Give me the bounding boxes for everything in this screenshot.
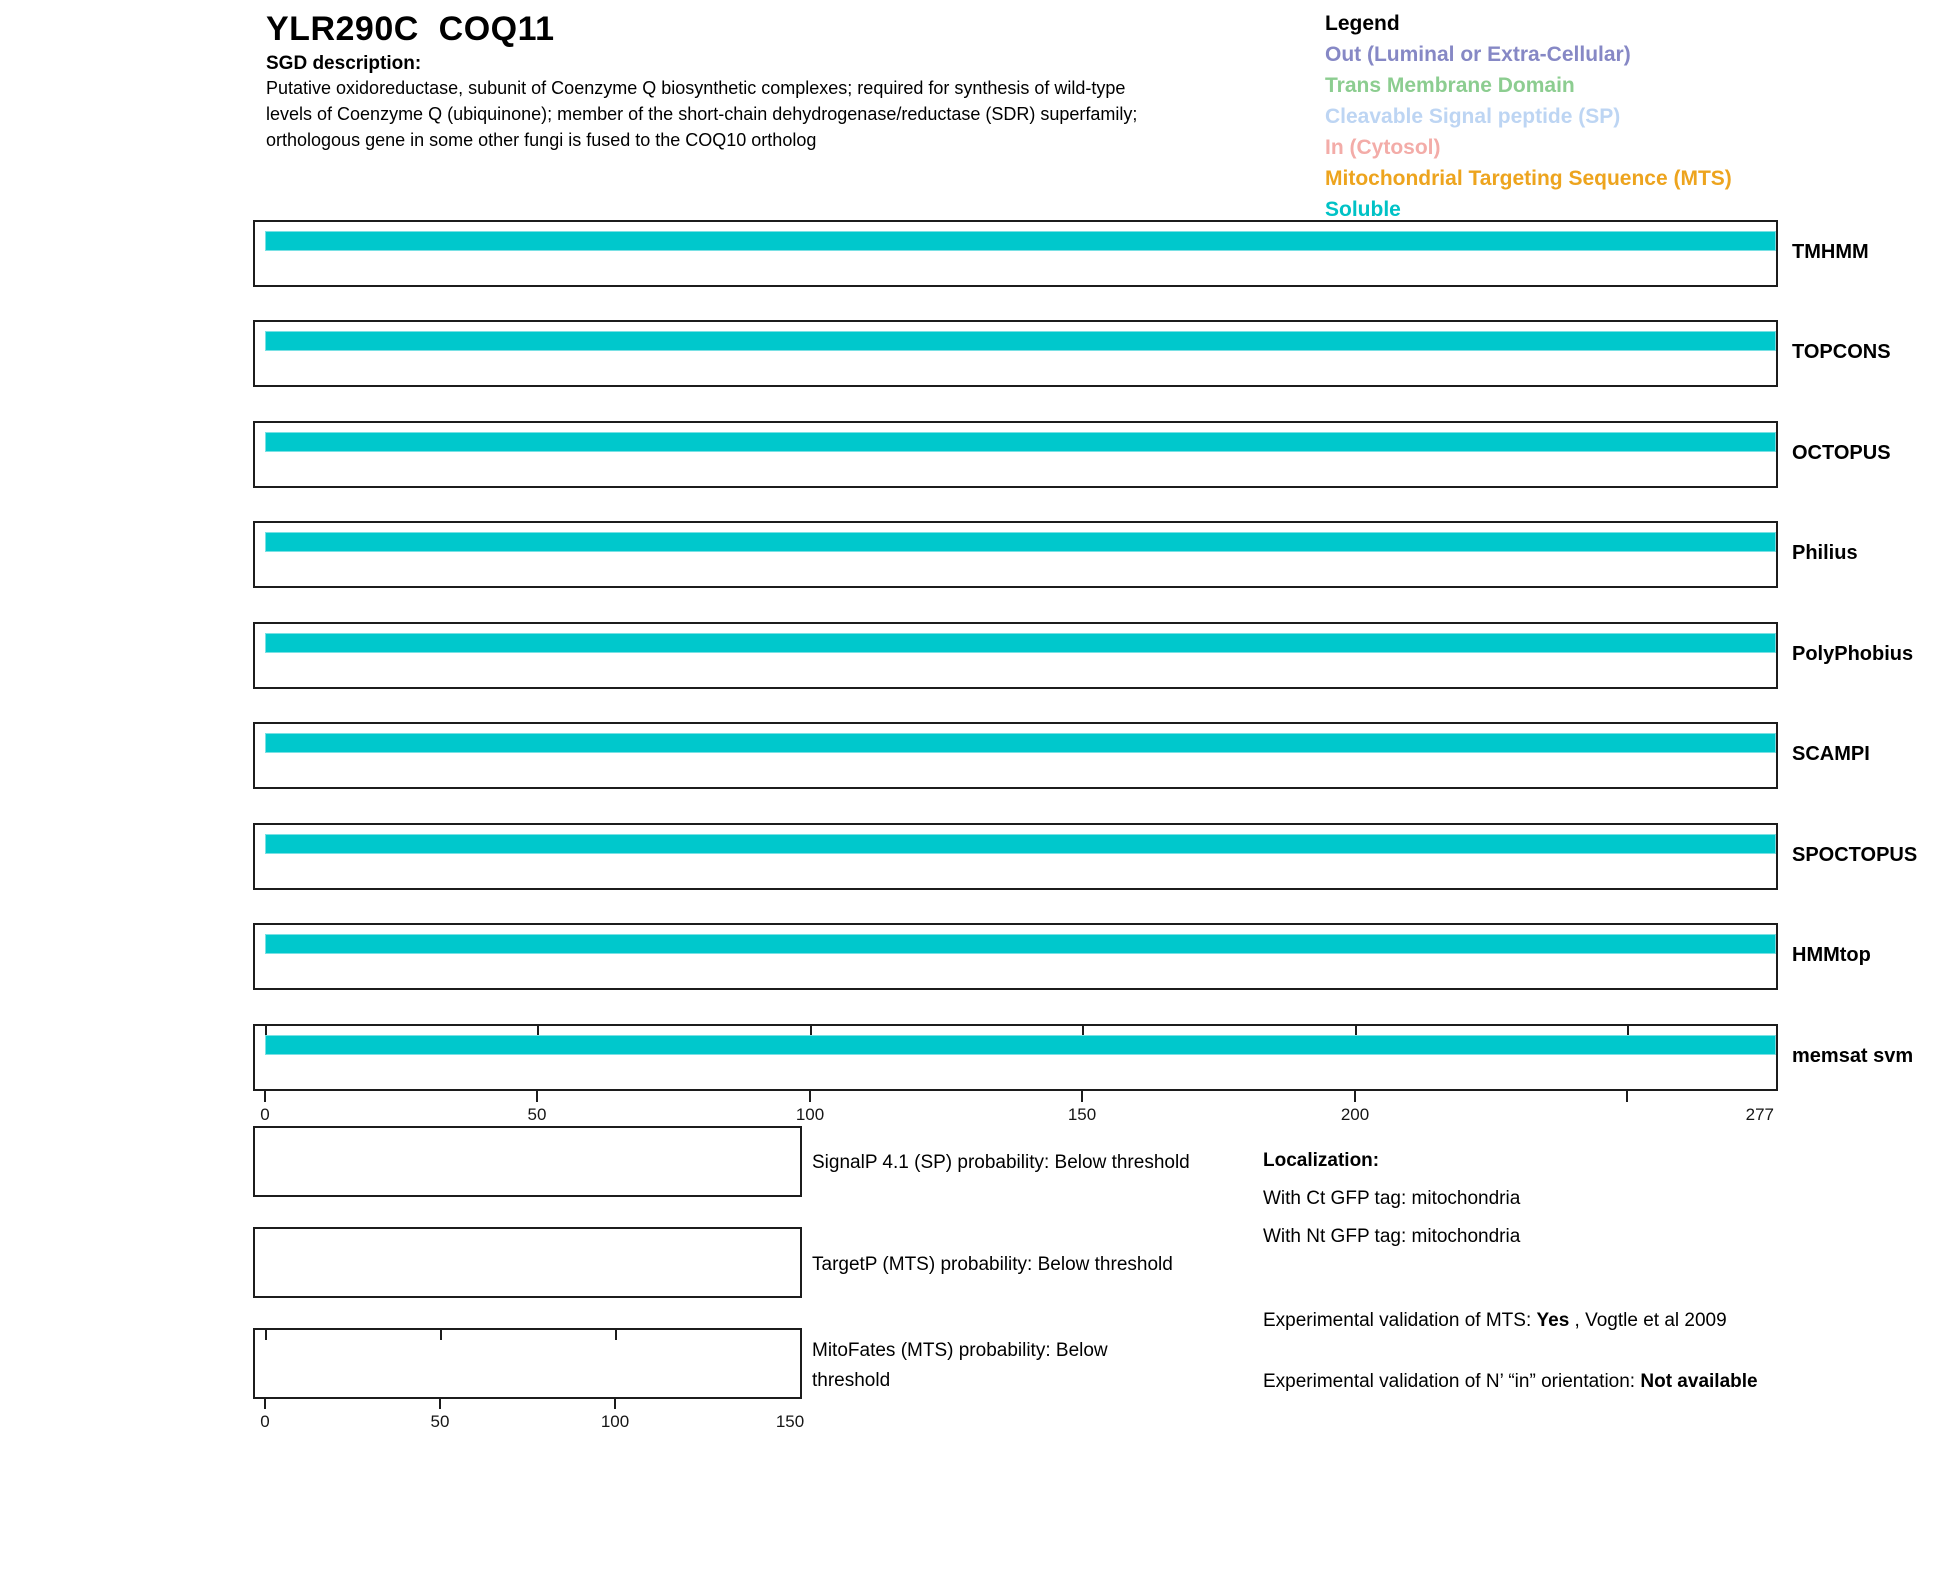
mts-validation-prefix: Experimental validation of MTS: [1263,1310,1537,1331]
track-plot-memsat-svm [253,1024,1778,1091]
track-plot-topcons [253,320,1778,387]
mitofates-axis-tick-label: 150 [775,1412,805,1431]
track-plot-hmmtop [253,923,1778,990]
sgd-description-label: SGD description: [266,53,422,74]
mts-validation-value: Yes [1536,1310,1570,1331]
x-axis-tick-label: 277 [1745,1105,1774,1124]
page-title: YLR290C COQ11 [266,10,555,48]
legend-item-in-cytosol: In (Cytosol) [1325,136,1441,159]
targetp-plot-label: TargetP (MTS) probability: Below threshold [812,1254,1173,1275]
legend-item-signal-peptide: Cleavable Signal peptide (SP) [1325,105,1621,128]
mitofates-axis-tick-label: 50 [430,1412,450,1431]
track-label-octopus: OCTOPUS [1792,442,1891,464]
soluble-bar [265,1035,1776,1055]
track-label-topcons: TOPCONS [1792,341,1891,363]
axis-tick [264,1091,266,1102]
soluble-bar [265,633,1776,653]
track-plot-tmhmm [253,220,1778,287]
track-label-hmmtop: HMMtop [1792,944,1871,966]
legend [1325,8,1732,225]
legend-item-transmembrane: Trans Membrane Domain [1325,74,1575,97]
mitofates-axis-tick-label: 100 [600,1412,630,1431]
x-axis-tick-label: 150 [1067,1105,1097,1124]
sgd-description-text [266,75,1137,153]
axis-tick [439,1399,441,1409]
signalp-plot-label: SignalP 4.1 (SP) probability: Below threshold [812,1152,1190,1173]
track-plot-octopus [253,421,1778,488]
track-label-tmhmm: TMHMM [1792,241,1869,263]
mts-validation-reference: , Vogtle et al 2009 [1569,1310,1727,1331]
track-label-spoctopus: SPOCTOPUS [1792,844,1918,866]
signalp-plot-box [253,1126,802,1197]
soluble-bar [265,834,1776,854]
localization-nt-gfp: With Nt GFP tag: mitochondria [1263,1226,1521,1247]
track-plot-scampi [253,722,1778,789]
soluble-bar [265,331,1776,351]
track-plot-spoctopus [253,823,1778,890]
track-plot-philius [253,521,1778,588]
legend-item-mts: Mitochondrial Targeting Sequence (MTS) [1325,167,1732,190]
axis-tick [1081,1091,1083,1102]
track-label-polyphobius: PolyPhobius [1792,643,1914,665]
axis-tick [440,1330,442,1340]
x-axis-tick-label: 100 [795,1105,825,1124]
sgd-description-line: orthologous gene in some other fungi is fused to the COQ10 ortholog [266,130,817,150]
mitofates-plot-label: MitoFates (MTS) probability: Below threshold [812,1340,1108,1391]
sgd-description-line: levels of Coenzyme Q (ubiquinone); member of the short-chain dehydrogenase/reductase (SDR) superfamily; [266,104,1138,124]
targetp-plot-box [253,1227,802,1298]
soluble-bar [265,733,1776,753]
orientation-validation-prefix: Experimental validation of N’ “in” orientation: [1263,1371,1641,1392]
soluble-bar [265,934,1776,954]
axis-tick [264,1399,266,1409]
soluble-bar [265,532,1776,552]
track-label-philius: Philius [1792,542,1858,564]
legend-item-out: Out (Luminal or Extra-Cellular) [1325,43,1631,66]
axis-tick [1626,1091,1628,1102]
track-plot-polyphobius [253,622,1778,689]
orientation-validation-line [1263,1366,1821,1397]
legend-title: Legend [1325,12,1400,35]
axis-tick [615,1330,617,1340]
soluble-bar [265,432,1776,452]
track-label-scampi: SCAMPI [1792,743,1870,765]
legend-item-soluble: Soluble [1325,198,1401,221]
axis-tick [536,1091,538,1102]
axis-tick [265,1330,267,1340]
x-axis-tick-label: 0 [260,1105,270,1124]
mitofates-plot-box [253,1328,802,1399]
localization-heading: Localization: [1263,1150,1380,1171]
track-label-memsat-svm: memsat svm [1792,1045,1914,1067]
sgd-description-line: Putative oxidoreductase, subunit of Coenzyme Q biosynthetic complexes; required for synthesis of wild-type [266,78,1126,98]
x-axis-tick-label: 50 [527,1105,547,1124]
axis-tick [614,1399,616,1409]
soluble-bar [265,231,1776,251]
mitofates-axis-tick-label: 0 [260,1412,270,1431]
mts-validation-line [1263,1306,1727,1336]
localization-ct-gfp: With Ct GFP tag: mitochondria [1263,1188,1521,1209]
axis-tick [1354,1091,1356,1102]
axis-tick [809,1091,811,1102]
x-axis-tick-label: 200 [1340,1105,1370,1124]
orientation-validation-value: Not available [1640,1371,1758,1392]
